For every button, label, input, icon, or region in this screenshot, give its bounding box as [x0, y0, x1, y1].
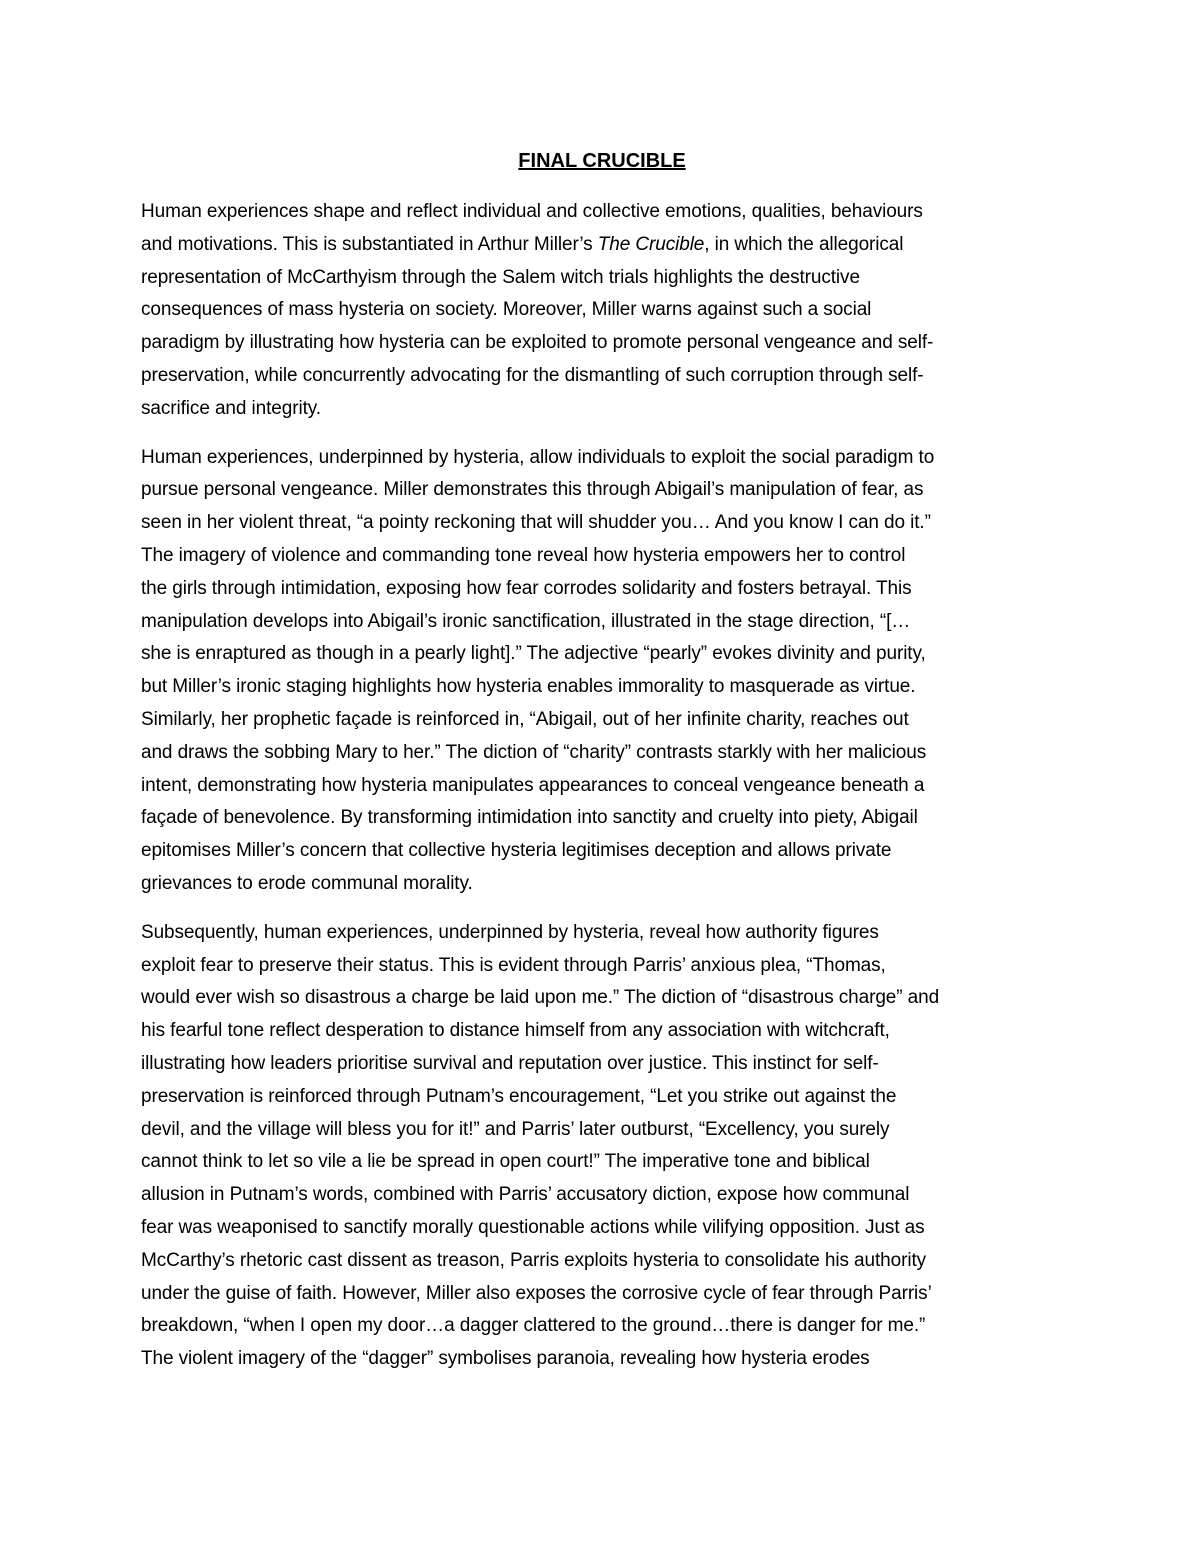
text-line: Similarly, her prophetic façade is reinforced in, “Abigail, out of her infinite charity, reaches out: [141, 708, 909, 730]
text-line: the girls through intimidation, exposing how fear corrodes solidarity and fosters betrayal. This: [141, 577, 912, 599]
paragraph: [141, 196, 1063, 426]
text-line: The violent imagery of the “dagger” symbolises paranoia, revealing how hysteria erodes: [141, 1348, 870, 1370]
text-line: fear was weaponised to sanctify morally questionable actions while vilifying opposition. Just as: [141, 1216, 925, 1238]
text-line: she is enraptured as though in a pearly light].” The adjective “pearly” evokes divinity and purity,: [141, 643, 926, 665]
text-line: seen in her violent threat, “a pointy reckoning that will shudder you… And you know I can do it.”: [141, 512, 931, 534]
text-line: grievances to erode communal morality.: [141, 872, 473, 894]
text-line: Human experiences, underpinned by hysteria, allow individuals to exploit the social paradigm to: [141, 446, 935, 468]
text-line: Subsequently, human experiences, underpinned by hysteria, reveal how authority figures: [141, 921, 879, 943]
text-line: manipulation develops into Abigail’s ironic sanctification, illustrated in the stage direction, “[…: [141, 610, 911, 632]
text-line: breakdown, “when I open my door…a dagger clattered to the ground…there is danger for me.”: [141, 1315, 926, 1337]
text-line: representation of McCarthyism through the Salem witch trials highlights the destructive: [141, 266, 860, 288]
text-line: intent, demonstrating how hysteria manipulates appearances to conceal vengeance beneath a: [141, 774, 925, 796]
text-line: preservation is reinforced through Putnam’s encouragement, “Let you strike out against the: [141, 1085, 897, 1107]
text-line: his fearful tone reflect desperation to distance himself from any association with witchcraft,: [141, 1020, 890, 1042]
text-line: sacrifice and integrity.: [141, 397, 321, 419]
document-body: [141, 146, 1063, 1376]
text-segment: and motivations. This is substantiated in Arthur Miller’s: [141, 233, 598, 255]
text-line: McCarthy’s rhetoric cast dissent as treason, Parris exploits hysteria to consolidate his authority: [141, 1249, 927, 1271]
text-line: devil, and the village will bless you for it!” and Parris’ later outburst, “Excellency, you surely: [141, 1118, 890, 1140]
document-title: FINAL CRUCIBLE: [518, 150, 686, 172]
text-line: façade of benevolence. By transforming intimidation into sanctity and cruelty into piety, Abigail: [141, 807, 918, 829]
paragraph: [141, 442, 1063, 901]
text-line: illustrating how leaders prioritise survival and reputation over justice. This instinct for self-: [141, 1052, 879, 1074]
text-line: would ever wish so disastrous a charge be laid upon me.” The diction of “disastrous charge” and: [141, 987, 940, 1009]
paragraph-container: [141, 196, 1063, 1376]
text-line: allusion in Putnam’s words, combined with Parris’ accusatory diction, expose how communal: [141, 1184, 910, 1206]
italic-title: The Crucible: [597, 233, 705, 255]
text-segment: , in which the allegorical: [704, 233, 904, 255]
text-line: cannot think to let so vile a lie be spread in open court!” The imperative tone and biblical: [141, 1151, 870, 1173]
text-line: consequences of mass hysteria on society. Moreover, Miller warns against such a social: [141, 299, 872, 321]
text-line: epitomises Miller’s concern that collective hysteria legitimises deception and allows private: [141, 840, 892, 862]
text-line: preservation, while concurrently advocating for the dismantling of such corruption through self-: [141, 364, 924, 386]
text-line: exploit fear to preserve their status. This is evident through Parris’ anxious plea, “Thomas,: [141, 954, 886, 976]
text-line: under the guise of faith. However, Miller also exposes the corrosive cycle of fear through Parris’: [141, 1282, 932, 1304]
text-line: and draws the sobbing Mary to her.” The diction of “charity” contrasts starkly with her malicious: [141, 741, 927, 763]
text-line: [141, 229, 1063, 262]
text-line: paradigm by illustrating how hysteria can be exploited to promote personal vengeance and self-: [141, 332, 934, 354]
text-line: but Miller’s ironic staging highlights how hysteria enables immorality to masquerade as virtue.: [141, 676, 916, 698]
text-line: Human experiences shape and reflect individual and collective emotions, qualities, behaviours: [141, 201, 923, 222]
paragraph: [141, 917, 1063, 1376]
text-line: pursue personal vengeance. Miller demonstrates this through Abigail’s manipulation of fear, as: [141, 479, 924, 501]
text-line: The imagery of violence and commanding tone reveal how hysteria empowers her to control: [141, 544, 906, 566]
